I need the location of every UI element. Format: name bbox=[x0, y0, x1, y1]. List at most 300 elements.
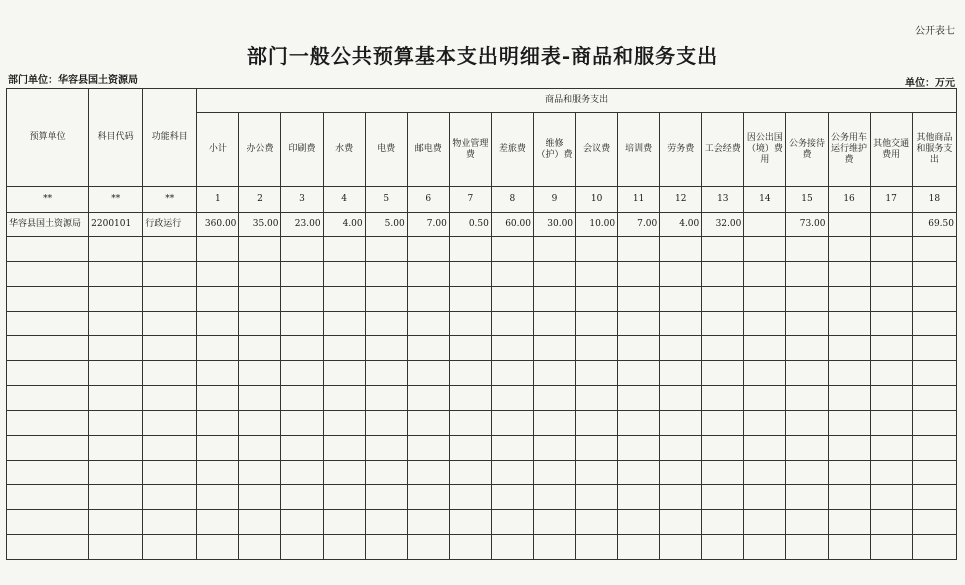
empty-cell bbox=[407, 361, 449, 386]
column-index: 3 bbox=[281, 187, 323, 213]
unit-label: 单位：万元 bbox=[905, 78, 955, 89]
empty-cell bbox=[143, 336, 197, 361]
empty-cell bbox=[828, 386, 870, 411]
empty-cell bbox=[786, 336, 828, 361]
empty-cell bbox=[323, 460, 365, 485]
empty-cell bbox=[281, 485, 323, 510]
empty-cell bbox=[143, 386, 197, 411]
form-number: 公开表七 bbox=[915, 26, 955, 37]
empty-cell bbox=[323, 261, 365, 286]
empty-cell bbox=[89, 410, 143, 435]
empty-cell bbox=[89, 460, 143, 485]
empty-cell bbox=[533, 361, 575, 386]
empty-cell bbox=[618, 386, 660, 411]
value-cell bbox=[744, 213, 786, 237]
empty-cell bbox=[786, 435, 828, 460]
empty-cell bbox=[407, 237, 449, 262]
empty-cell bbox=[407, 386, 449, 411]
empty-cell bbox=[197, 261, 239, 286]
empty-cell bbox=[365, 336, 407, 361]
empty-cell bbox=[828, 435, 870, 460]
column-index: 11 bbox=[618, 187, 660, 213]
empty-cell bbox=[618, 485, 660, 510]
empty-cell bbox=[449, 237, 491, 262]
sub-header: 印刷费 bbox=[281, 113, 323, 187]
empty-cell bbox=[239, 386, 281, 411]
empty-row bbox=[7, 237, 957, 262]
code-cell: 2200101 bbox=[89, 213, 143, 237]
empty-cell bbox=[786, 386, 828, 411]
empty-cell bbox=[912, 410, 956, 435]
empty-cell bbox=[576, 261, 618, 286]
column-index: ** bbox=[89, 187, 143, 213]
empty-cell bbox=[143, 410, 197, 435]
empty-cell bbox=[407, 510, 449, 535]
empty-cell bbox=[870, 286, 912, 311]
function-cell: 行政运行 bbox=[143, 213, 197, 237]
empty-cell bbox=[702, 237, 744, 262]
empty-cell bbox=[323, 435, 365, 460]
empty-cell bbox=[533, 535, 575, 560]
empty-cell bbox=[828, 361, 870, 386]
empty-cell bbox=[7, 435, 89, 460]
sub-header: 因公出国（境）费用 bbox=[744, 113, 786, 187]
empty-cell bbox=[407, 410, 449, 435]
empty-cell bbox=[912, 460, 956, 485]
value-cell: 0.50 bbox=[449, 213, 491, 237]
empty-cell bbox=[143, 485, 197, 510]
empty-cell bbox=[449, 410, 491, 435]
empty-cell bbox=[912, 535, 956, 560]
empty-cell bbox=[533, 435, 575, 460]
empty-cell bbox=[491, 410, 533, 435]
empty-cell bbox=[618, 535, 660, 560]
empty-cell bbox=[197, 460, 239, 485]
empty-cell bbox=[323, 361, 365, 386]
empty-cell bbox=[576, 361, 618, 386]
empty-cell bbox=[281, 386, 323, 411]
empty-cell bbox=[870, 460, 912, 485]
empty-cell bbox=[89, 286, 143, 311]
empty-cell bbox=[702, 485, 744, 510]
empty-cell bbox=[533, 485, 575, 510]
empty-cell bbox=[912, 510, 956, 535]
empty-cell bbox=[449, 286, 491, 311]
value-cell: 35.00 bbox=[239, 213, 281, 237]
empty-cell bbox=[89, 435, 143, 460]
empty-cell bbox=[870, 336, 912, 361]
empty-cell bbox=[197, 410, 239, 435]
empty-cell bbox=[870, 485, 912, 510]
column-index: 17 bbox=[870, 187, 912, 213]
empty-cell bbox=[912, 237, 956, 262]
empty-cell bbox=[828, 286, 870, 311]
empty-cell bbox=[7, 410, 89, 435]
empty-cell bbox=[786, 410, 828, 435]
empty-cell bbox=[870, 535, 912, 560]
empty-cell bbox=[239, 311, 281, 336]
value-cell: 73.00 bbox=[786, 213, 828, 237]
empty-cell bbox=[281, 510, 323, 535]
empty-cell bbox=[660, 261, 702, 286]
empty-cell bbox=[576, 510, 618, 535]
empty-cell bbox=[576, 286, 618, 311]
empty-cell bbox=[365, 435, 407, 460]
empty-cell bbox=[533, 336, 575, 361]
empty-cell bbox=[365, 286, 407, 311]
empty-cell bbox=[89, 237, 143, 262]
empty-cell bbox=[660, 535, 702, 560]
column-index: 8 bbox=[491, 187, 533, 213]
empty-cell bbox=[407, 460, 449, 485]
empty-row bbox=[7, 311, 957, 336]
empty-cell bbox=[576, 435, 618, 460]
page-title: 部门一般公共预算基本支出明细表-商品和服务支出 bbox=[246, 44, 719, 68]
empty-cell bbox=[197, 311, 239, 336]
empty-cell bbox=[89, 386, 143, 411]
sub-header: 物业管理费 bbox=[449, 113, 491, 187]
empty-cell bbox=[407, 311, 449, 336]
empty-cell bbox=[702, 386, 744, 411]
empty-cell bbox=[618, 460, 660, 485]
empty-cell bbox=[576, 386, 618, 411]
empty-cell bbox=[7, 535, 89, 560]
empty-cell bbox=[143, 311, 197, 336]
empty-cell bbox=[323, 336, 365, 361]
empty-cell bbox=[702, 535, 744, 560]
empty-cell bbox=[7, 386, 89, 411]
empty-cell bbox=[576, 485, 618, 510]
column-index: 15 bbox=[786, 187, 828, 213]
empty-cell bbox=[744, 535, 786, 560]
empty-cell bbox=[365, 510, 407, 535]
empty-cell bbox=[7, 286, 89, 311]
empty-cell bbox=[323, 485, 365, 510]
empty-cell bbox=[702, 286, 744, 311]
header-function-subject: 功能科目 bbox=[143, 89, 197, 187]
empty-cell bbox=[365, 311, 407, 336]
column-index: 5 bbox=[365, 187, 407, 213]
empty-cell bbox=[365, 361, 407, 386]
empty-cell bbox=[239, 336, 281, 361]
empty-cell bbox=[365, 410, 407, 435]
empty-cell bbox=[786, 286, 828, 311]
column-index: 1 bbox=[197, 187, 239, 213]
empty-cell bbox=[491, 237, 533, 262]
empty-cell bbox=[239, 460, 281, 485]
empty-cell bbox=[365, 535, 407, 560]
empty-cell bbox=[491, 261, 533, 286]
empty-row bbox=[7, 535, 957, 560]
empty-cell bbox=[912, 261, 956, 286]
empty-cell bbox=[323, 510, 365, 535]
empty-cell bbox=[197, 510, 239, 535]
empty-cell bbox=[744, 261, 786, 286]
empty-cell bbox=[660, 336, 702, 361]
empty-cell bbox=[407, 535, 449, 560]
value-cell bbox=[828, 213, 870, 237]
empty-cell bbox=[407, 435, 449, 460]
empty-cell bbox=[660, 237, 702, 262]
empty-cell bbox=[618, 435, 660, 460]
empty-cell bbox=[143, 261, 197, 286]
empty-row bbox=[7, 336, 957, 361]
empty-cell bbox=[702, 435, 744, 460]
value-cell: 360.00 bbox=[197, 213, 239, 237]
empty-cell bbox=[449, 460, 491, 485]
empty-cell bbox=[239, 237, 281, 262]
empty-cell bbox=[449, 361, 491, 386]
empty-cell bbox=[365, 485, 407, 510]
empty-cell bbox=[618, 237, 660, 262]
empty-cell bbox=[576, 460, 618, 485]
empty-cell bbox=[618, 510, 660, 535]
department-label: 部门单位：华容县国土资源局 bbox=[8, 75, 138, 86]
empty-cell bbox=[239, 286, 281, 311]
empty-cell bbox=[576, 336, 618, 361]
empty-cell bbox=[618, 286, 660, 311]
column-index: ** bbox=[7, 187, 89, 213]
empty-cell bbox=[143, 237, 197, 262]
empty-cell bbox=[449, 336, 491, 361]
empty-cell bbox=[323, 386, 365, 411]
empty-cell bbox=[618, 410, 660, 435]
empty-cell bbox=[239, 535, 281, 560]
value-cell: 7.00 bbox=[407, 213, 449, 237]
empty-cell bbox=[702, 311, 744, 336]
empty-cell bbox=[143, 510, 197, 535]
empty-cell bbox=[239, 361, 281, 386]
empty-cell bbox=[7, 510, 89, 535]
empty-row bbox=[7, 435, 957, 460]
empty-row bbox=[7, 286, 957, 311]
empty-cell bbox=[618, 261, 660, 286]
empty-cell bbox=[449, 535, 491, 560]
empty-cell bbox=[660, 485, 702, 510]
empty-cell bbox=[281, 435, 323, 460]
empty-cell bbox=[744, 286, 786, 311]
sub-header: 电费 bbox=[365, 113, 407, 187]
empty-cell bbox=[660, 460, 702, 485]
empty-cell bbox=[323, 535, 365, 560]
column-index: 4 bbox=[323, 187, 365, 213]
empty-cell bbox=[281, 336, 323, 361]
empty-cell bbox=[7, 336, 89, 361]
empty-cell bbox=[828, 336, 870, 361]
empty-cell bbox=[143, 435, 197, 460]
empty-cell bbox=[239, 510, 281, 535]
empty-cell bbox=[744, 361, 786, 386]
empty-cell bbox=[533, 286, 575, 311]
empty-cell bbox=[702, 361, 744, 386]
empty-cell bbox=[870, 361, 912, 386]
empty-row bbox=[7, 386, 957, 411]
empty-row bbox=[7, 261, 957, 286]
empty-cell bbox=[660, 435, 702, 460]
table-row bbox=[7, 213, 957, 237]
empty-cell bbox=[576, 535, 618, 560]
empty-cell bbox=[533, 261, 575, 286]
empty-cell bbox=[870, 237, 912, 262]
empty-cell bbox=[197, 535, 239, 560]
empty-cell bbox=[912, 386, 956, 411]
empty-cell bbox=[491, 386, 533, 411]
empty-cell bbox=[702, 460, 744, 485]
empty-cell bbox=[365, 460, 407, 485]
empty-cell bbox=[828, 485, 870, 510]
column-index: ** bbox=[143, 187, 197, 213]
empty-cell bbox=[744, 435, 786, 460]
empty-cell bbox=[491, 286, 533, 311]
empty-cell bbox=[744, 510, 786, 535]
value-cell: 10.00 bbox=[576, 213, 618, 237]
sub-header: 其他商品和服务支出 bbox=[912, 113, 956, 187]
empty-cell bbox=[365, 386, 407, 411]
empty-cell bbox=[281, 311, 323, 336]
empty-cell bbox=[912, 336, 956, 361]
empty-row bbox=[7, 460, 957, 485]
empty-cell bbox=[660, 361, 702, 386]
empty-cell bbox=[7, 485, 89, 510]
unit-cell: 华容县国土资源局 bbox=[7, 213, 89, 237]
empty-cell bbox=[449, 510, 491, 535]
empty-cell bbox=[7, 311, 89, 336]
empty-cell bbox=[89, 510, 143, 535]
sub-header: 维修（护）费 bbox=[533, 113, 575, 187]
sub-header: 培训费 bbox=[618, 113, 660, 187]
empty-cell bbox=[281, 261, 323, 286]
empty-cell bbox=[323, 311, 365, 336]
empty-cell bbox=[618, 361, 660, 386]
column-index: 9 bbox=[533, 187, 575, 213]
empty-cell bbox=[197, 237, 239, 262]
empty-cell bbox=[89, 261, 143, 286]
empty-cell bbox=[660, 311, 702, 336]
empty-cell bbox=[533, 386, 575, 411]
empty-cell bbox=[533, 311, 575, 336]
column-index: 16 bbox=[828, 187, 870, 213]
sub-header: 工会经费 bbox=[702, 113, 744, 187]
empty-cell bbox=[197, 361, 239, 386]
empty-cell bbox=[281, 286, 323, 311]
sub-header: 其他交通费用 bbox=[870, 113, 912, 187]
empty-cell bbox=[786, 535, 828, 560]
empty-cell bbox=[786, 460, 828, 485]
empty-cell bbox=[407, 286, 449, 311]
empty-cell bbox=[239, 485, 281, 510]
sub-header: 小计 bbox=[197, 113, 239, 187]
empty-cell bbox=[660, 286, 702, 311]
empty-cell bbox=[618, 311, 660, 336]
value-cell: 7.00 bbox=[618, 213, 660, 237]
sub-header: 劳务费 bbox=[660, 113, 702, 187]
empty-cell bbox=[197, 435, 239, 460]
empty-cell bbox=[239, 410, 281, 435]
empty-cell bbox=[744, 237, 786, 262]
empty-cell bbox=[576, 237, 618, 262]
empty-cell bbox=[786, 237, 828, 262]
empty-cell bbox=[828, 535, 870, 560]
empty-cell bbox=[89, 336, 143, 361]
empty-cell bbox=[89, 311, 143, 336]
header-goods-services: 商品和服务支出 bbox=[197, 89, 957, 113]
empty-row bbox=[7, 410, 957, 435]
column-index: 18 bbox=[912, 187, 956, 213]
empty-cell bbox=[744, 386, 786, 411]
empty-cell bbox=[828, 261, 870, 286]
empty-cell bbox=[89, 361, 143, 386]
empty-cell bbox=[744, 311, 786, 336]
empty-cell bbox=[407, 261, 449, 286]
empty-cell bbox=[660, 410, 702, 435]
empty-cell bbox=[323, 237, 365, 262]
header-budget-unit: 预算单位 bbox=[7, 89, 89, 187]
empty-cell bbox=[744, 485, 786, 510]
empty-cell bbox=[828, 460, 870, 485]
empty-cell bbox=[533, 510, 575, 535]
empty-cell bbox=[870, 311, 912, 336]
empty-cell bbox=[702, 336, 744, 361]
empty-cell bbox=[491, 435, 533, 460]
empty-cell bbox=[197, 286, 239, 311]
empty-cell bbox=[912, 361, 956, 386]
empty-cell bbox=[870, 410, 912, 435]
empty-cell bbox=[702, 261, 744, 286]
empty-cell bbox=[870, 510, 912, 535]
empty-cell bbox=[143, 460, 197, 485]
expenditure-table bbox=[6, 88, 957, 560]
column-index: 14 bbox=[744, 187, 786, 213]
column-index: 10 bbox=[576, 187, 618, 213]
empty-cell bbox=[491, 361, 533, 386]
empty-cell bbox=[912, 485, 956, 510]
column-index: 6 bbox=[407, 187, 449, 213]
empty-cell bbox=[912, 435, 956, 460]
value-cell: 60.00 bbox=[491, 213, 533, 237]
sub-header: 办公费 bbox=[239, 113, 281, 187]
empty-cell bbox=[323, 286, 365, 311]
empty-cell bbox=[702, 510, 744, 535]
column-index: 13 bbox=[702, 187, 744, 213]
empty-cell bbox=[365, 261, 407, 286]
empty-cell bbox=[870, 261, 912, 286]
empty-cell bbox=[449, 261, 491, 286]
empty-cell bbox=[281, 237, 323, 262]
empty-cell bbox=[533, 410, 575, 435]
value-cell: 23.00 bbox=[281, 213, 323, 237]
empty-cell bbox=[491, 311, 533, 336]
empty-cell bbox=[786, 485, 828, 510]
empty-cell bbox=[786, 510, 828, 535]
sub-header: 差旅费 bbox=[491, 113, 533, 187]
empty-cell bbox=[281, 535, 323, 560]
empty-cell bbox=[533, 237, 575, 262]
sub-header: 公务用车运行维护费 bbox=[828, 113, 870, 187]
empty-row bbox=[7, 485, 957, 510]
sub-header: 水费 bbox=[323, 113, 365, 187]
empty-cell bbox=[491, 336, 533, 361]
empty-cell bbox=[660, 510, 702, 535]
empty-cell bbox=[197, 386, 239, 411]
empty-cell bbox=[491, 510, 533, 535]
empty-cell bbox=[89, 485, 143, 510]
value-cell: 5.00 bbox=[365, 213, 407, 237]
empty-cell bbox=[744, 410, 786, 435]
value-cell: 30.00 bbox=[533, 213, 575, 237]
empty-cell bbox=[449, 311, 491, 336]
empty-row bbox=[7, 510, 957, 535]
empty-cell bbox=[143, 535, 197, 560]
